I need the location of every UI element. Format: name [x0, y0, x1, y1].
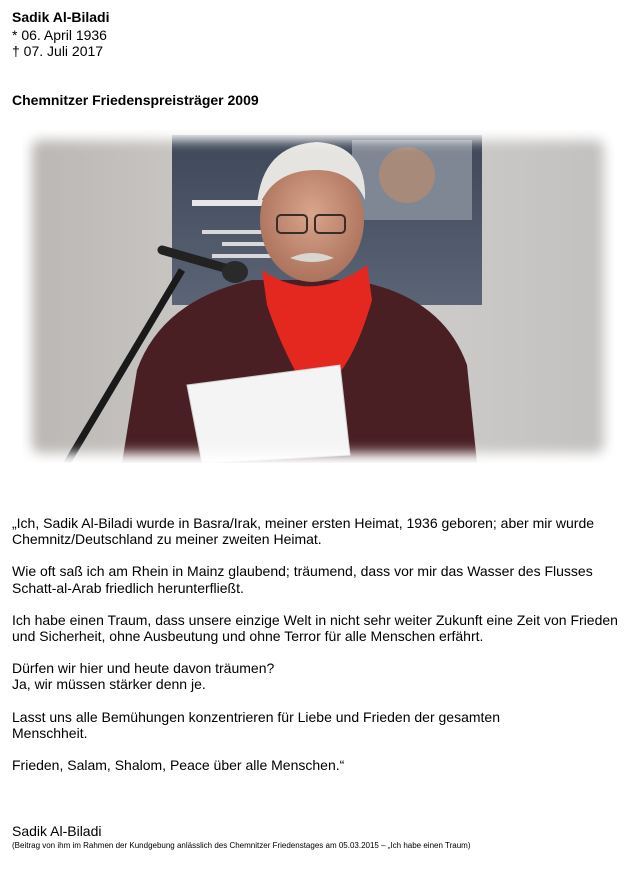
quote-paragraph: Dürfen wir hier und heute davon träumen? Ja, wir müssen stärker denn je.: [12, 660, 275, 693]
person-name: Sadik Al-Biladi: [12, 9, 110, 25]
quote-paragraph: Ich habe einen Traum, dass unsere einzige Welt in nicht sehr weiter Zukunft eine Zeit von Frieden und Sicherheit, ohne Ausbeutung und ohne Terror für alle Menschen erfährt.: [12, 611, 618, 645]
quote-block: [12, 515, 632, 789]
quote-paragraph: Wie oft saß ich am Rhein in Mainz glaubend; träumend, dass vor mir das Wasser des Flusses Schatt-al-Arab friedlich herunterfließt.: [12, 563, 593, 596]
quote-paragraph: Frieden, Salam, Shalom, Peace über alle Menschen.“: [12, 757, 345, 774]
quote-paragraph: Lasst uns alle Bemühungen konzentrieren für Liebe und Frieden der gesamten Menschheit.: [12, 708, 500, 741]
portrait-photo: [22, 130, 614, 463]
signature-name: Sadik Al-Biladi: [12, 823, 102, 839]
birth-date: * 06. April 1936: [12, 27, 107, 43]
quote-paragraph: „Ich, Sadik Al-Biladi wurde in Basra/Irak, meiner ersten Heimat, 1936 geboren; aber mir wurde Chemnitz/Deutschland zu meiner zweiten Heimat.: [12, 515, 595, 548]
prize-heading: Chemnitzer Friedenspreisträger 2009: [12, 92, 259, 108]
source-note: (Beitrag von ihm im Rahmen der Kundgebung anlässlich des Chemnitzer Friedenstages am 05.03.2015 – „Ich habe einen Traum): [12, 841, 471, 850]
death-date: † 07. Juli 2017: [12, 43, 104, 59]
